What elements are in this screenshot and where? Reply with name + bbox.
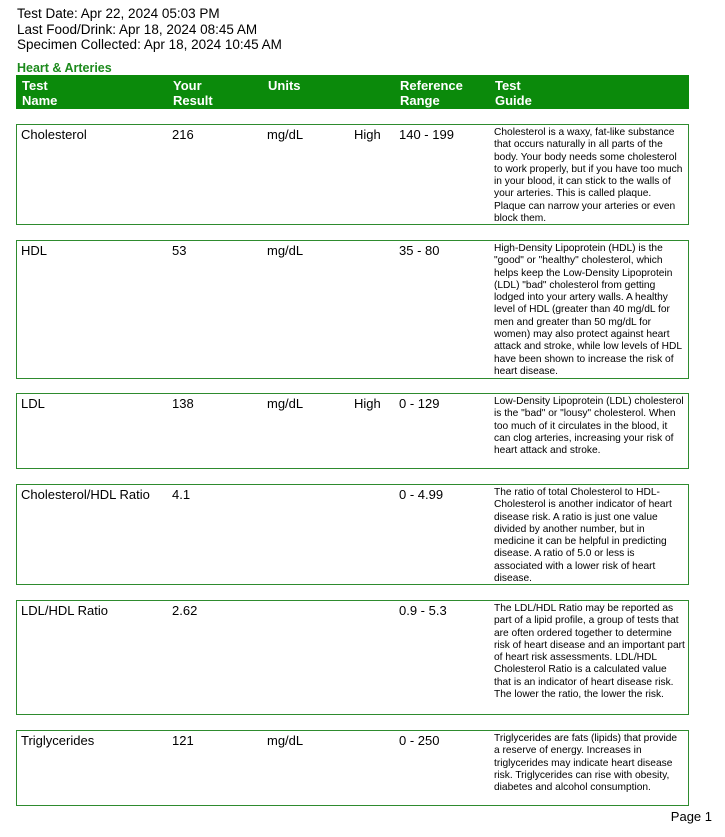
units: mg/dL: [267, 127, 304, 142]
result-row-ldl: [16, 393, 689, 469]
reference-range: 140 - 199: [399, 127, 454, 142]
test-name: Triglycerides: [21, 733, 95, 748]
units: mg/dL: [267, 733, 304, 748]
test-name: LDL/HDL Ratio: [21, 603, 108, 618]
test-date: Test Date: Apr 22, 2024 05:03 PM: [17, 6, 220, 21]
last-food-drink: Last Food/Drink: Apr 18, 2024 08:45 AM: [17, 21, 258, 37]
reference-range: 0.9 - 5.3: [399, 603, 447, 618]
flag: High: [354, 396, 381, 411]
test-name: Cholesterol/HDL Ratio: [21, 487, 150, 502]
header-your-result: Your Result: [173, 78, 213, 108]
units: mg/dL: [267, 243, 304, 258]
result-value: 216: [172, 127, 194, 142]
result-row-cholesterol: [16, 124, 689, 225]
test-name: Cholesterol: [21, 127, 87, 142]
test-guide: The ratio of total Cholesterol to HDL-Cholesterol is another indicator of heart disease risk. A ratio is just one value divided by another number, but in medicine it can be helpful in predicting disease. A ratio of 5.0 or less is associated with a lower risk of heart disease.: [494, 487, 672, 585]
result-value: 53: [172, 243, 187, 258]
header-reference-range: Reference Range: [400, 78, 463, 108]
reference-range: 35 - 80: [399, 243, 440, 258]
specimen-collected: Specimen Collected: Apr 18, 2024 10:45 AM: [17, 37, 282, 52]
result-row-cholesterol-hdl-ratio: [16, 484, 689, 585]
result-row-ldl-hdl-ratio: [16, 600, 689, 715]
reference-range: 0 - 129: [399, 396, 440, 411]
result-value: 2.62: [172, 603, 198, 618]
test-name: HDL: [21, 243, 48, 258]
report-meta: [17, 6, 282, 53]
test-guide: Triglycerides are fats (lipids) that provide a reserve of energy. Increases in triglycerides may indicate heart disease risk. Triglycerides can rise with obesity, diabetes and alcohol consumption.: [494, 733, 678, 794]
test-guide: Cholesterol is a waxy, fat-like substance that occurs naturally in all parts of the body. Your body needs some cholesterol to work properly, but if you have too much in your blood, it can stick to the walls of your arteries. This is called plaque. Plaque can narrow your arteries or even block them.: [494, 127, 683, 225]
section-title: Heart & Arteries: [17, 61, 112, 75]
reference-range: 0 - 250: [399, 733, 440, 748]
header-test-guide: Test Guide: [495, 78, 532, 108]
header-units: Units: [268, 78, 301, 93]
test-guide: The LDL/HDL Ratio may be reported as part of a lipid profile, a group of tests that are often ordered together to determine risk of heart disease and an important part of heart risk assessments. LDL/HDL Cholesterol Ratio is a calculated value that is an indicator of heart disease risk. The lower the ratio, the lower the risk.: [494, 603, 685, 701]
reference-range: 0 - 4.99: [399, 487, 444, 502]
units: mg/dL: [267, 396, 304, 411]
test-guide: High-Density Lipoprotein (HDL) is the "good" or "healthy" cholesterol, which helps keep the Low-Density Lipoprotein (LDL) "bad" cholesterol from getting lodged into your artery walls. A healthy level of HDL (greater than 40 mg/dL for men and greater than 50 mg/dL for women) may also protect against heart attack and stroke, while low levels of HDL have been shown to increase the risk of heart disease.: [494, 243, 682, 377]
header-test-name: Test Name: [22, 78, 58, 108]
table-header: [16, 75, 689, 109]
result-row-hdl: [16, 240, 689, 379]
test-guide: Low-Density Lipoprotein (LDL) cholesterol is the "bad" or "lousy" cholesterol. When too much of it circulates in the blood, it can clog arteries, increasing your risk of heart attack and stroke.: [494, 396, 684, 457]
result-row-triglycerides: [16, 730, 689, 806]
page-number: Page 1: [670, 809, 712, 824]
result-value: 138: [172, 396, 194, 411]
result-value: 4.1: [172, 487, 191, 502]
flag: High: [354, 127, 381, 142]
test-name: LDL: [21, 396, 45, 411]
result-value: 121: [172, 733, 194, 748]
